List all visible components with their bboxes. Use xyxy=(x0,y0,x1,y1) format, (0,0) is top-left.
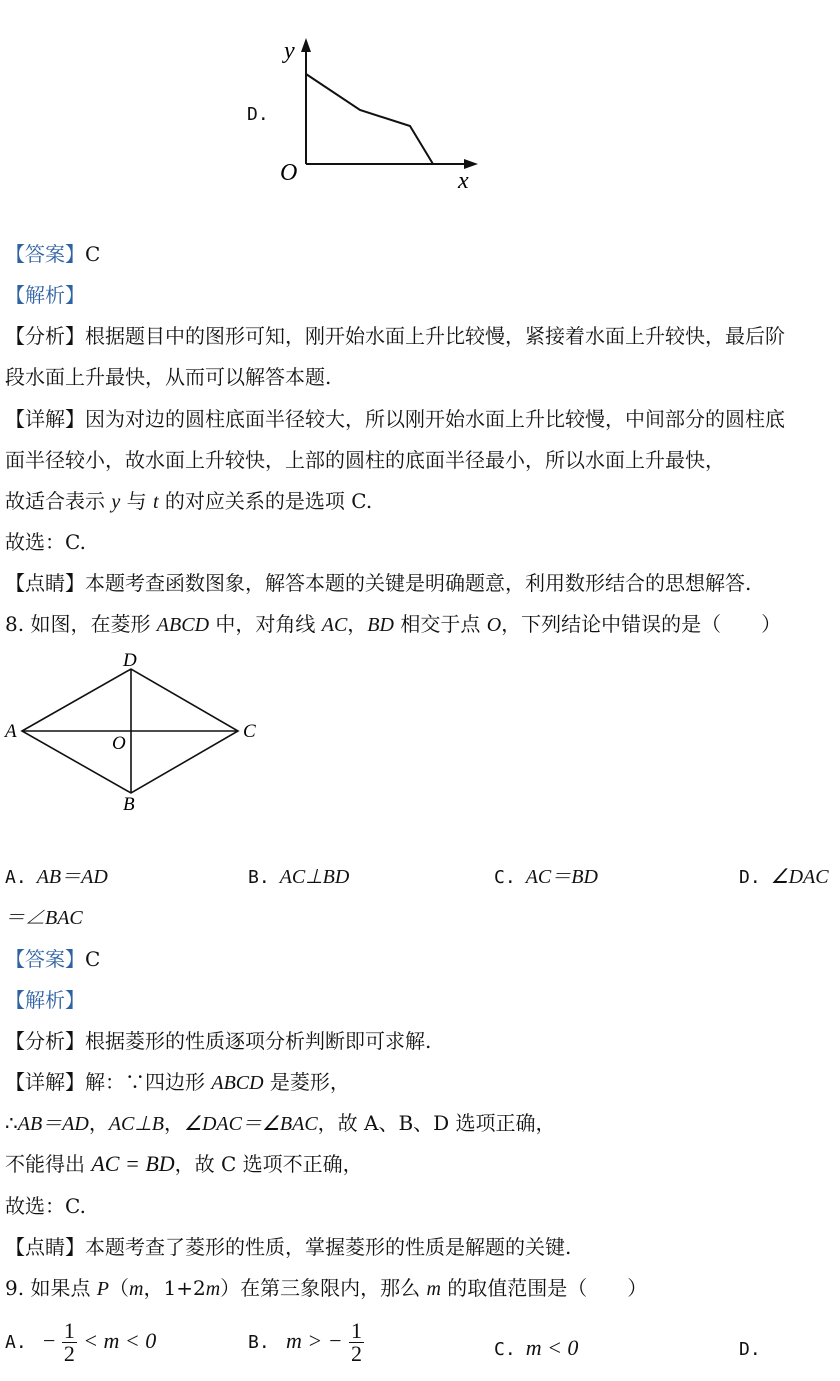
guxuan-text: 故选：C. xyxy=(5,530,86,554)
q7-analysis-line xyxy=(5,283,85,307)
sep-2: ， xyxy=(164,1111,185,1135)
q7-option-d-graph xyxy=(270,30,490,195)
q7-guxuan xyxy=(5,530,86,554)
xiangjie-text-1: 因为对边的圆柱底面半径较大，所以刚开始水面上升比较慢，中间部分的圆柱底 xyxy=(85,407,785,431)
q8-stem-d: 相交于点 xyxy=(393,612,487,636)
q7-dianjing xyxy=(5,571,751,595)
eq-ab-ad: AB＝AD xyxy=(17,1113,89,1135)
q8-analysis-line xyxy=(5,988,85,1012)
q9-stem-b: （ xyxy=(109,1276,130,1300)
xiangjie-bracket: 【详解】 xyxy=(5,1070,85,1094)
xiangjie-a: 解：∵四边形 xyxy=(85,1070,212,1094)
var-y: y xyxy=(111,491,121,513)
xiangjie-b: 是菱形， xyxy=(263,1070,350,1094)
q9-stem-m1: m xyxy=(129,1278,144,1300)
answer-value: C xyxy=(85,947,101,971)
eq-ac-bd: AC = BD xyxy=(91,1151,175,1176)
answer-value: C xyxy=(85,242,101,266)
option-c-text: AC＝BD xyxy=(525,866,598,888)
q8-fenxi-line xyxy=(5,1029,431,1053)
q8-rhombus-diagram xyxy=(0,648,270,818)
answer-bracket: 【答案】 xyxy=(5,242,85,266)
q7-fenxi-line2 xyxy=(5,365,331,389)
q8-stem-b: 中，对角线 xyxy=(209,612,322,636)
option-c-label: C. xyxy=(494,867,516,888)
q9-option-a xyxy=(5,1320,156,1365)
option-a-rest: < m < 0 xyxy=(83,1328,157,1353)
option-a-text: AB＝AD xyxy=(36,866,108,888)
q7-answer-line xyxy=(5,242,100,266)
fraction-one-half xyxy=(62,1320,77,1365)
fenxi-text-2: 段水面上升最快，从而可以解答本题. xyxy=(5,365,332,389)
q9-option-b xyxy=(248,1320,364,1365)
q9-stem-d: ）在第三象限内，那么 xyxy=(220,1276,427,1300)
q8-option-a xyxy=(5,864,108,890)
vertex-a-label: A xyxy=(5,721,17,742)
option-c-text: m < 0 xyxy=(525,1335,579,1360)
q8-stem-bd: BD xyxy=(367,614,394,636)
analysis-bracket: 【解析】 xyxy=(5,988,85,1012)
sep-1: ， xyxy=(88,1111,109,1135)
origin-label: O xyxy=(280,160,298,186)
xiangjie-bracket: 【详解】 xyxy=(5,407,85,431)
dianjing-text: 本题考查函数图象，解答本题的关键是明确题意，利用数形结合的思想解答. xyxy=(85,571,752,595)
fraction-denominator: 2 xyxy=(351,1341,362,1366)
cannot-a: 不能得出 xyxy=(5,1152,92,1176)
fraction-numerator: 1 xyxy=(63,1318,75,1343)
option-d-label: D. xyxy=(739,1339,761,1360)
therefore-symbol: ∴ xyxy=(5,1111,18,1135)
q8-option-d-continued xyxy=(5,905,83,930)
q8-stem-ac: AC xyxy=(321,614,348,636)
dianjing-bracket: 【点睛】 xyxy=(5,1235,85,1259)
xiangjie-text-3a: 故适合表示 xyxy=(5,489,112,513)
vertex-d-label: D xyxy=(123,650,137,671)
option-b-pre: m > − xyxy=(286,1328,343,1353)
option-b-label: B. xyxy=(248,1332,270,1353)
q8-option-b xyxy=(248,864,349,890)
eq-ac-perp-b: AC⊥B xyxy=(108,1113,165,1135)
minus-sign: − xyxy=(43,1328,56,1353)
q9-stem-e: 的取值范围是（ ） xyxy=(440,1276,648,1300)
option-d-text-cont: ＝∠BAC xyxy=(5,907,83,929)
vertex-c-label: C xyxy=(243,721,256,742)
q8-answer-line xyxy=(5,947,100,971)
center-o-label: O xyxy=(112,733,126,754)
guxuan-text: 故选：C. xyxy=(5,1194,86,1218)
option-a-label: A. xyxy=(5,867,27,888)
q8-cannot-line xyxy=(5,1152,363,1176)
q9-stem-m3: m xyxy=(426,1278,441,1300)
option-a-label: A. xyxy=(5,1332,27,1353)
q8-option-d xyxy=(739,864,829,890)
q8-therefore-line xyxy=(5,1111,556,1136)
q8-dianjing xyxy=(5,1235,571,1259)
xiangjie-text-3c: 的对应关系的是选项 C. xyxy=(158,489,373,513)
option-d-text: ∠DAC xyxy=(770,866,829,888)
q9-option-c xyxy=(494,1336,578,1362)
vertex-b-label: B xyxy=(123,794,135,815)
q8-xiangjie-line xyxy=(5,1070,350,1095)
q9-option-d xyxy=(739,1336,771,1362)
fraction-numerator: 1 xyxy=(351,1318,362,1343)
fraction-one-half xyxy=(349,1320,364,1365)
option-b-label: B. xyxy=(248,867,270,888)
eq-angles: ∠DAC＝∠BAC xyxy=(184,1113,318,1135)
dianjing-bracket: 【点睛】 xyxy=(5,571,85,595)
fenxi-text-1: 根据题目中的图形可知，刚开始水面上升比较慢，紧接着水面上升较快，最后阶 xyxy=(85,324,785,348)
y-axis-arrow xyxy=(301,38,311,52)
cannot-b: ，故 C 选项不正确， xyxy=(174,1152,363,1176)
xiangjie-text-2: 面半径较小，故水面上升较快，上部的圆柱的底面半径最小，所以水面上升最快， xyxy=(5,448,725,472)
q7-xiangjie-line3 xyxy=(5,489,372,514)
q8-stem xyxy=(5,612,781,637)
option-d-label: D. xyxy=(739,867,761,888)
q8-option-c xyxy=(494,864,598,890)
q7-option-d-label: D. xyxy=(247,104,269,125)
q8-stem-abcd: ABCD xyxy=(156,614,210,636)
graph-curve xyxy=(306,74,433,164)
fenxi-text: 根据菱形的性质逐项分析判断即可求解. xyxy=(85,1029,432,1053)
q8-stem-e: ，下列结论中错误的是（ ） xyxy=(501,612,782,636)
xiangjie-text-3b: 与 xyxy=(120,489,153,513)
fenxi-bracket: 【分析】 xyxy=(5,1029,85,1053)
var-t: t xyxy=(152,491,159,513)
q8-stem-a: 8. 如图，在菱形 xyxy=(5,612,157,636)
option-c-label: C. xyxy=(494,1339,516,1360)
q9-stem-a: 9. 如果点 xyxy=(5,1276,97,1300)
q8-stem-o: O xyxy=(486,614,502,636)
q9-stem-c: ，1+2 xyxy=(143,1276,206,1300)
analysis-bracket: 【解析】 xyxy=(5,283,85,307)
therefore-tail: ，故 A、B、D 选项正确， xyxy=(317,1111,556,1135)
option-b-text: AC⊥BD xyxy=(279,866,350,888)
q7-fenxi-line1 xyxy=(5,324,785,348)
q7-xiangjie-line1 xyxy=(5,407,785,431)
answer-bracket: 【答案】 xyxy=(5,947,85,971)
fraction-denominator: 2 xyxy=(63,1341,75,1366)
q8-guxuan xyxy=(5,1194,86,1218)
xiangjie-abcd: ABCD xyxy=(211,1072,264,1094)
q7-xiangjie-line2 xyxy=(5,448,725,472)
y-axis-label: y xyxy=(284,38,295,64)
q9-stem xyxy=(5,1276,647,1301)
fenxi-bracket: 【分析】 xyxy=(5,324,85,348)
q9-stem-p: P xyxy=(96,1278,110,1300)
x-axis-label: x xyxy=(458,168,469,194)
dianjing-text: 本题考查了菱形的性质，掌握菱形的性质是解题的关键. xyxy=(85,1235,572,1259)
q9-stem-m2: m xyxy=(205,1278,221,1300)
q8-stem-c: ， xyxy=(347,612,368,636)
